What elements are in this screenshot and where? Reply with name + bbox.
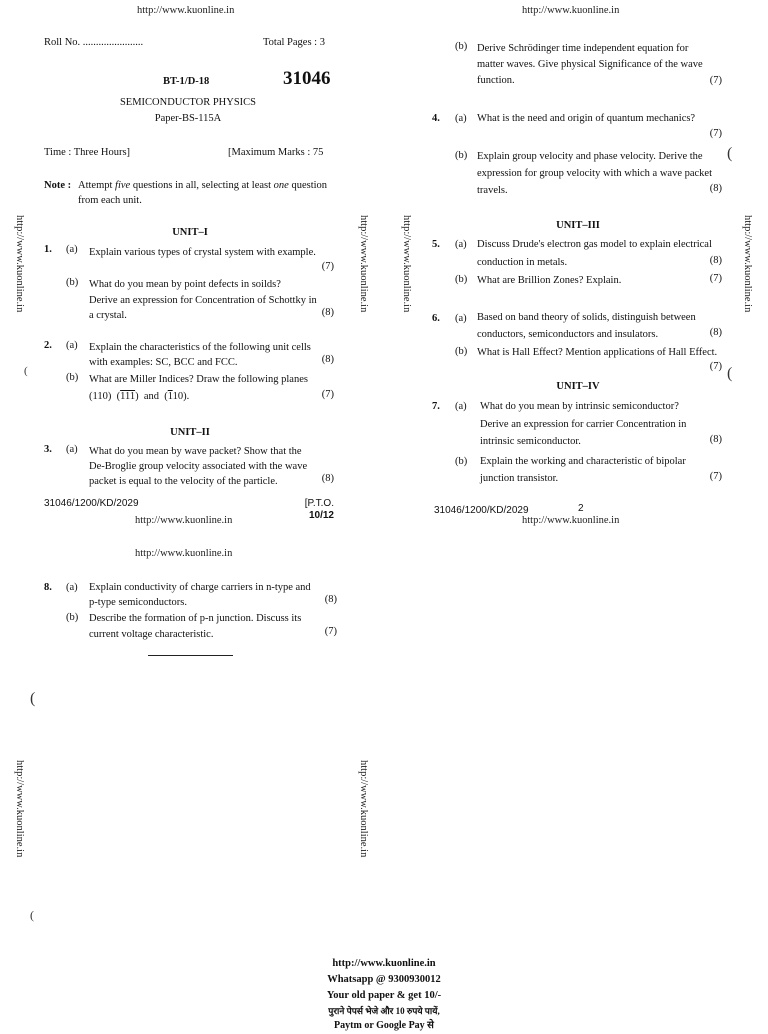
unit-3-heading: UNIT–III (556, 220, 600, 231)
q7b-line2: junction transistor. (480, 473, 559, 484)
q4b-label: (b) (455, 150, 468, 161)
q2a-line1: Explain the characteristics of the following unit cells (89, 342, 311, 353)
q3b-line2: matter waves. Give physical Significance of the wave (477, 59, 703, 70)
q6a-line2: conductors, semiconductors and insulators. (477, 329, 659, 340)
q5a-marks: (8) (709, 255, 722, 266)
q5a-line2: conduction in metals. (477, 257, 568, 268)
q7a-line3: intrinsic semiconductor. (480, 436, 581, 447)
roll-no: Roll No. ....................... (44, 37, 144, 48)
scan-mark: ( (727, 145, 733, 162)
top-url-left[interactable]: http://www.kuonline.in (137, 5, 235, 16)
q2b-line1: What are Miller Indices? Draw the following planes (89, 374, 308, 385)
page2-number: 2 (578, 503, 584, 514)
unit-2-heading: UNIT–II (170, 427, 210, 438)
q4a-text: What is the need and origin of quantum mechanics? (477, 113, 696, 124)
page2-footer-code: 31046/1200/KD/2029 (434, 505, 529, 516)
q1b-line1: What do you mean by point defects in soilds? (89, 279, 281, 290)
page1-bottom-url[interactable]: http://www.kuonline.in (135, 515, 233, 526)
q3a-label: (a) (66, 444, 78, 455)
q1b-line3: a crystal. (89, 310, 127, 321)
q6a-label: (a) (455, 313, 467, 324)
end-rule (148, 655, 233, 656)
q2b-planes: (110) (111) and (110). (89, 391, 190, 402)
q6b-label: (b) (455, 346, 468, 357)
side-url-6: http://www.kuonline.in (358, 760, 369, 858)
q7b-line1: Explain the working and characteristic of bipolar (480, 456, 686, 467)
note-text: Attempt five questions in all, selecting at least one question (78, 180, 328, 191)
page2-bottom-url[interactable]: http://www.kuonline.in (522, 515, 620, 526)
q5b-label: (b) (455, 274, 468, 285)
q7a-marks: (8) (709, 434, 722, 445)
q4b-line1: Explain group velocity and phase velocity. Derive the (477, 151, 703, 162)
promo-whatsapp: Whatsapp @ 9300930012 (327, 974, 441, 985)
q6a-marks: (8) (709, 327, 722, 338)
scan-mark: ( (727, 365, 733, 382)
side-url-1: http://www.kuonline.in (14, 215, 25, 313)
scan-mark: ( (30, 690, 36, 707)
q5b-text: What are Brillion Zones? Explain. (477, 275, 622, 286)
side-url-3: http://www.kuonline.in (401, 215, 412, 313)
q5a-label: (a) (455, 239, 467, 250)
side-url-4: http://www.kuonline.in (742, 215, 753, 313)
scan-mark: ( (30, 908, 34, 922)
q2b-marks: (7) (321, 389, 334, 400)
q4-number: 4. (432, 113, 440, 124)
q2b-label: (b) (66, 372, 79, 383)
q3b-label: (b) (455, 41, 468, 52)
side-url-5: http://www.kuonline.in (14, 760, 25, 858)
q1a-text: Explain various types of crystal system with example. (89, 247, 316, 258)
q5-number: 5. (432, 239, 440, 250)
q4b-line2: expression for group velocity with which a wave packet (477, 168, 713, 179)
paper-code: BT-1/D-18 (163, 76, 210, 87)
scan-mark: ( (24, 365, 28, 377)
max-marks: [Maximum Marks : 75 (228, 147, 324, 158)
q2a-marks: (8) (321, 354, 334, 365)
side-url-2: http://www.kuonline.in (358, 215, 369, 313)
paper-name: Paper-BS-115A (154, 113, 222, 124)
top-url-right[interactable]: http://www.kuonline.in (522, 5, 620, 16)
q3a-line3: packet is equal to the velocity of the particle. (89, 476, 278, 487)
q8a-label: (a) (66, 582, 78, 593)
q8a-line1: Explain conductivity of charge carriers in n-type and (89, 582, 311, 593)
q6b-marks: (7) (709, 361, 722, 372)
q5a-line1: Discuss Drude's electron gas model to explain electrical (477, 239, 712, 250)
exam-time: Time : Three Hours] (44, 147, 131, 158)
paper-number: 31046 (283, 68, 331, 89)
q3a-line2: De-Broglie group velocity associated with the wave (89, 461, 308, 472)
q1b-marks: (8) (321, 307, 334, 318)
q1a-label: (a) (66, 244, 78, 255)
q4b-line3: travels. (477, 185, 508, 196)
page1-footer-code: 31046/1200/KD/2029 (44, 498, 139, 509)
q3b-marks: (7) (709, 75, 722, 86)
q7a-line1: What do you mean by intrinsic semiconductor? (480, 401, 679, 412)
promo-hindi: पुराने पेपर्स भेजे और 10 रुपये पायें, (328, 1006, 440, 1016)
q7b-label: (b) (455, 456, 468, 467)
q1b-label: (b) (66, 277, 79, 288)
q6b-text: What is Hall Effect? Mention applications of Hall Effect. (477, 347, 718, 358)
note-text-line2: from each unit. (78, 195, 142, 206)
q2a-line2: with examples: SC, BCC and FCC. (89, 357, 238, 368)
promo-payment: Paytm or Google Pay से (334, 1020, 434, 1031)
q3a-marks: (8) (321, 473, 334, 484)
q7b-marks: (7) (709, 471, 722, 482)
total-pages: Total Pages : 3 (263, 37, 325, 48)
q1a-marks: (7) (321, 261, 334, 272)
q4a-label: (a) (455, 113, 467, 124)
q1b-line2: Derive an expression for Concentration of Schottky in (89, 295, 317, 306)
pto-number: 10/12 (308, 510, 334, 521)
q8a-line2: p-type semiconductors. (89, 597, 187, 608)
q8b-label: (b) (66, 612, 79, 623)
q7a-label: (a) (455, 401, 467, 412)
pto: [P.T.O. (304, 498, 334, 509)
q1-number: 1. (44, 244, 52, 255)
q7-number: 7. (432, 401, 440, 412)
q4a-marks: (7) (709, 128, 722, 139)
q8b-line1: Describe the formation of p-n junction. Discuss its (89, 613, 302, 624)
q3b-line3: function. (477, 75, 515, 86)
unit-4-heading: UNIT–IV (556, 381, 600, 392)
q8-number: 8. (44, 582, 52, 593)
promo-offer: Your old paper & get 10/- (326, 990, 442, 1001)
q7a-line2: Derive an expression for carrier Concentration in (480, 419, 687, 430)
q8a-marks: (8) (324, 594, 337, 605)
q3a-line1: What do you mean by wave packet? Show that the (89, 446, 302, 457)
q3b-line1: Derive Schrödinger time independent equation for (477, 43, 689, 54)
subject-title: SEMICONDUCTOR PHYSICS (119, 97, 257, 108)
promo-url[interactable]: http://www.kuonline.in (332, 958, 436, 969)
q6-number: 6. (432, 313, 440, 324)
note-label: Note : (44, 180, 72, 191)
q3-number: 3. (44, 444, 52, 455)
page3-top-url[interactable]: http://www.kuonline.in (135, 548, 233, 559)
q4b-marks: (8) (709, 183, 722, 194)
q2a-label: (a) (66, 340, 78, 351)
unit-1-heading: UNIT–I (172, 227, 208, 238)
q5b-marks: (7) (709, 273, 722, 284)
q8b-marks: (7) (324, 626, 337, 637)
q6a-line1: Based on band theory of solids, distinguish between (477, 312, 696, 323)
q8b-line2: current voltage characteristic. (89, 629, 214, 640)
q2-number: 2. (44, 340, 52, 351)
